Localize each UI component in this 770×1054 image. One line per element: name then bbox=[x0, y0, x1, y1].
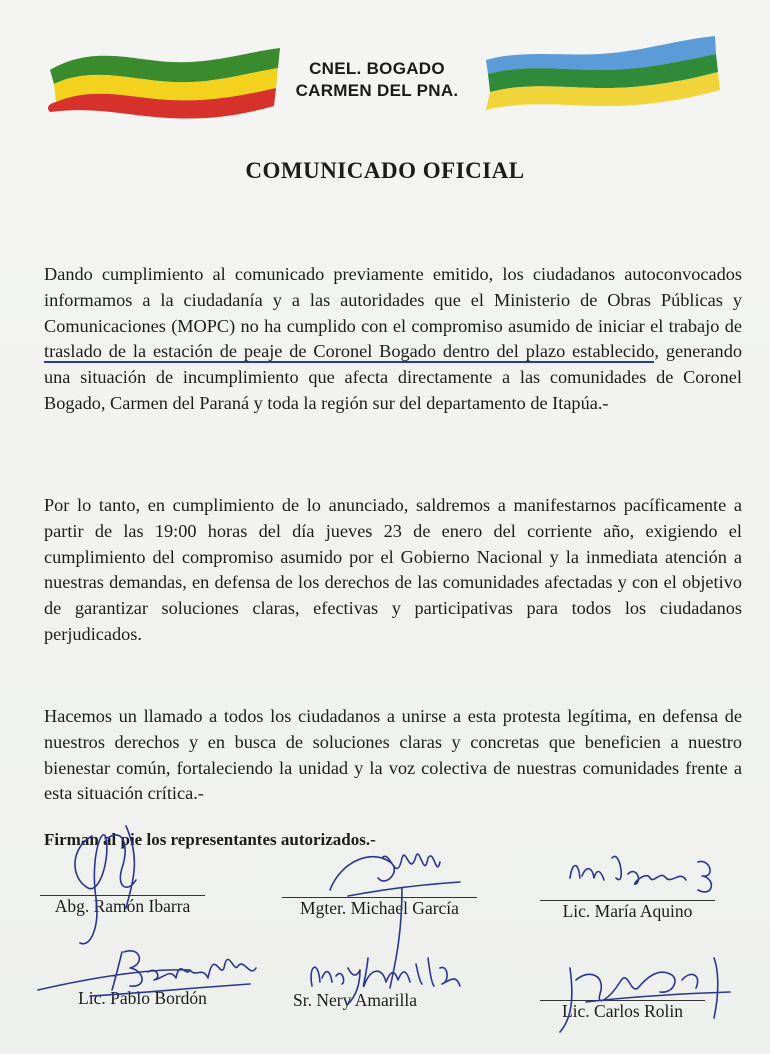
underlined-phrase: traslado de la estación de peaje de Coronel Bogado dentro del plazo establecido bbox=[44, 341, 655, 362]
paragraph-1-start: Dando cumplimiento al comunicado previamente emitido, los ciudadanos autoconvocados informamos a la ciudadanía y a las autoridades que el Ministerio de Obras Públicas y Comunicaciones (MOPC) no ha cumplido con el compromiso asumido de iniciar el trabajo de bbox=[44, 264, 742, 336]
signature-bordon bbox=[38, 951, 256, 996]
paragraph-2: Por lo tanto, en cumplimiento de lo anunciado, saldremos a manifestarnos pacíficamente a partir de las 19:00 horas del día jueves 23 de enero del corriente año, exigiendo el cumplimiento del compromiso asumido por el Gobierno Nacional y la inmediata atención a nuestras demandas, en defensa de los derechos de las comunidades afectadas y con el objetivo de garantizar soluciones claras, efectivas y participativas para todos los ciudadanos perjudicados. bbox=[44, 495, 742, 644]
signature-rolin bbox=[560, 958, 730, 1032]
signer-name: Lic. María Aquino bbox=[562, 901, 693, 921]
signature-amarilla bbox=[311, 958, 460, 1004]
header-line-1: CNEL. BOGADO bbox=[309, 59, 445, 78]
left-flag-ribbon bbox=[42, 40, 287, 120]
signer-name: Lic. Pablo Bordón bbox=[78, 988, 207, 1008]
paragraph-3: Hacemos un llamado a todos los ciudadanos a unirse a esta protesta legítima, en defensa de nuestros derechos y en busca de soluciones claras y concretas que beneficien a nuestro bienestar común, fortaleciendo la unidad y la voz colectiva de nuestras comunidades frente a esta situación crítica.- bbox=[44, 706, 742, 804]
signer-name: Abg. Ramón Ibarra bbox=[54, 896, 191, 916]
document-title: COMUNICADO OFICIAL bbox=[245, 158, 525, 183]
signature-aquino bbox=[570, 856, 711, 891]
signer-name: Sr. Nery Amarilla bbox=[293, 990, 417, 1010]
paragraph-1-end: , generando una situación de incumplimiento que afecta directamente a las comunidades de Coronel Bogado, Carmen del Paraná y toda la región sur del departamento de Itapúa.- bbox=[44, 341, 742, 413]
right-flag-ribbon bbox=[480, 30, 725, 115]
header-line-2: CARMEN DEL PNA. bbox=[295, 81, 459, 100]
signature-intro: Firman al pie los representantes autorizados.- bbox=[44, 830, 376, 849]
handwritten-signatures bbox=[30, 818, 760, 1048]
signer-name: Lic. Carlos Rolin bbox=[561, 1001, 684, 1021]
signer-name: Mgter. Michael García bbox=[300, 898, 459, 918]
paragraph-1 bbox=[44, 262, 742, 417]
municipality-header bbox=[287, 58, 467, 102]
signature-ibarra bbox=[75, 826, 136, 944]
